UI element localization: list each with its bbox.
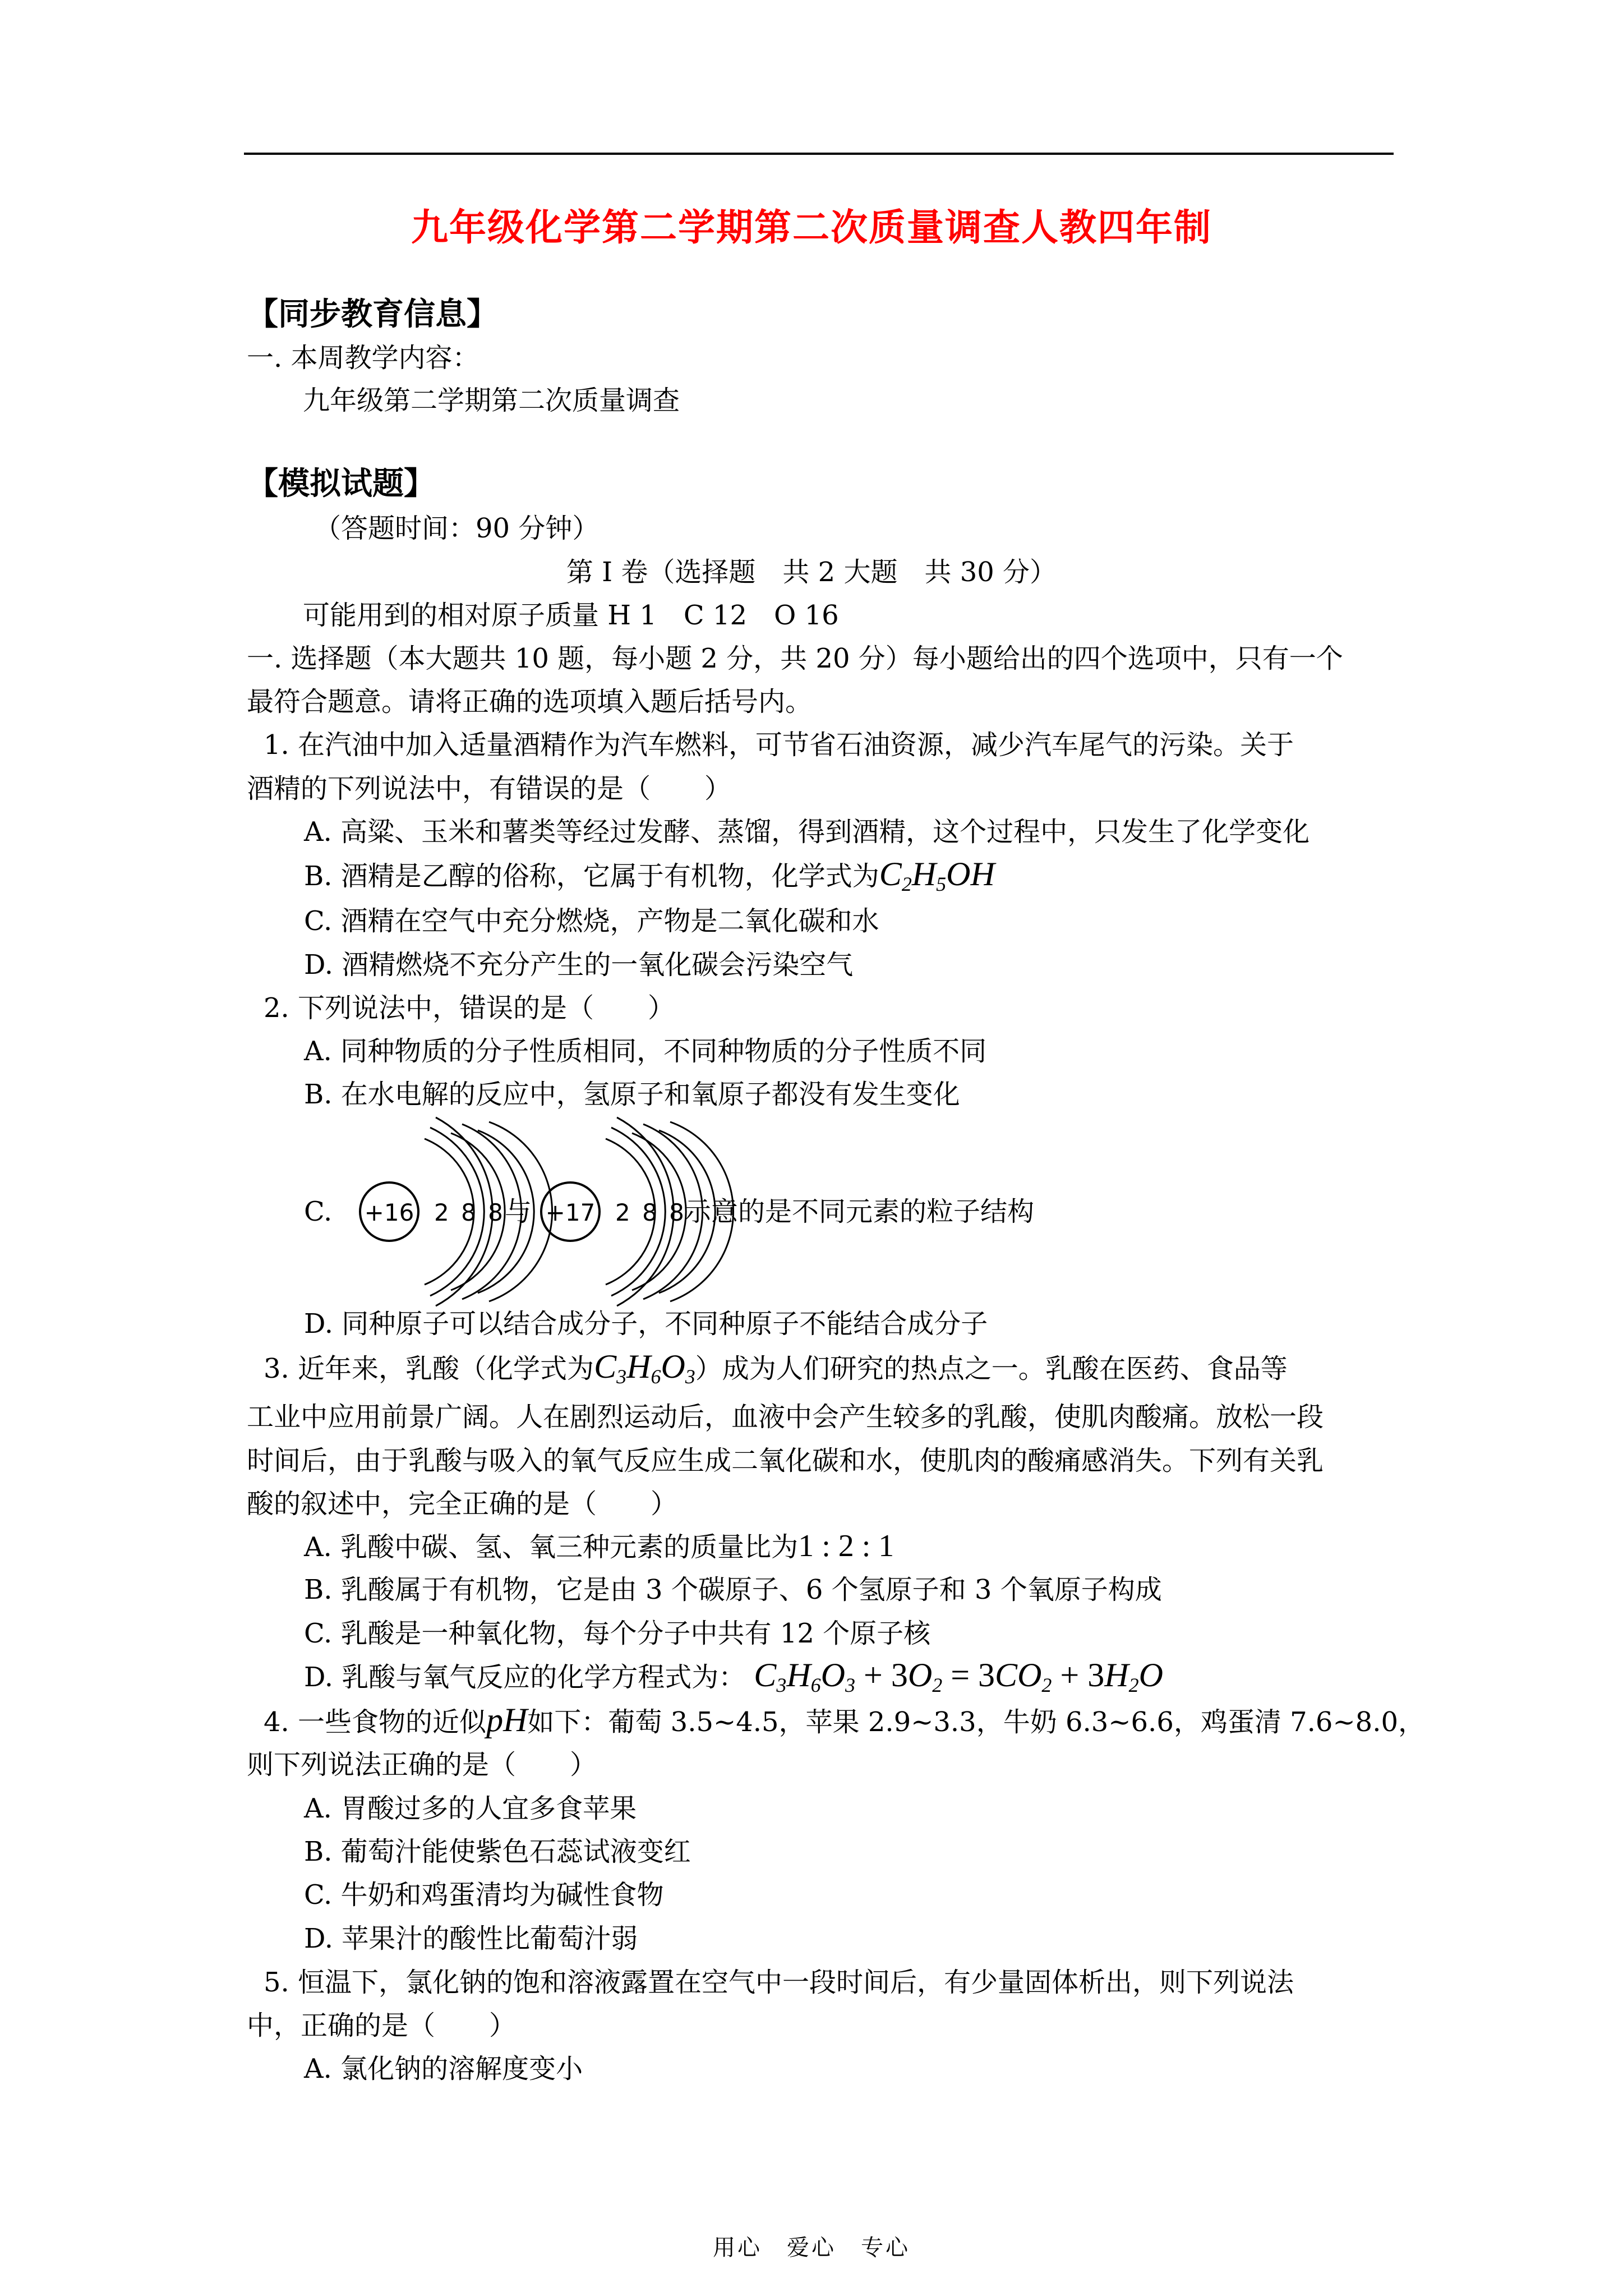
q3-stem-1b: ）成为人们研究的热点之一。乳酸在医药、食品等 [695,1353,1288,1384]
q3-stem-2: 工业中应用前景广阔。人在剧烈运动后，血液中会产生较多的乳酸，使肌肉酸痛。放松一段 [247,1401,1324,1433]
part1-instruction-2: 最符合题意。请将正确的选项填入题后括号内。 [247,686,813,717]
q3-option-c: C. 乳酸是一种氧化物，每个分子中共有 12 个原子核 [304,1618,931,1649]
q3-option-d [304,1658,1163,1702]
ph-symbol: pH [486,1701,528,1738]
q1-option-d: D. 酒精燃烧不充分产生的一氧化碳会污染空气 [304,949,854,981]
q5-stem-2: 中，正确的是（ ） [247,2010,517,2041]
reaction-equation: $C_3H_6O_3 + 3O_2 = 3CO_2 + 3H_2O$ [745,1657,1163,1696]
q3-stem-4: 酸的叙述中，完全正确的是（ ） [247,1488,678,1520]
q2-option-d: D. 同种原子可以结合成分子，不同种原子不能结合成分子 [304,1308,988,1340]
q3-stem-1a: 3. 近年来，乳酸（化学式为 [264,1353,594,1384]
sync-info-heading: 【同步教育信息】 [247,296,498,333]
q1-option-b-text: B. 酒精是乙醇的俗称，它属于有机物，化学式为 [304,861,879,892]
q4-option-a: A. 胃酸过多的人宜多食苹果 [304,1793,637,1824]
q3-stem-1 [264,1350,1288,1393]
answer-time: （答题时间：90 分钟） [314,513,600,544]
q2-option-c-label: C. [304,1196,333,1227]
nucleus-charge-2: +17 [545,1199,596,1226]
week-content: 九年级第二学期第二次质量调查 [303,385,680,416]
q3-option-b: B. 乳酸属于有机物，它是由 3 个碳原子、6 个氢原子和 3 个氧原子构成 [304,1574,1162,1605]
q3-option-d-text: D. 乳酸与氧气反应的化学方程式为： [304,1662,746,1693]
ethanol-formula: $C_2H_5OH$ [879,855,995,895]
q4-option-c: C. 牛奶和鸡蛋清均为碱性食物 [304,1879,664,1911]
q1-option-c: C. 酒精在空气中充分燃烧，产物是二氧化碳和水 [304,905,879,937]
sim-heading: 【模拟试题】 [247,465,435,502]
q2-option-b: B. 在水电解的反应中，氢原子和氧原子都没有发生变化 [304,1079,960,1110]
mass-ratio: 1 : 2 : 1 [798,1529,895,1563]
q4-stem-1b: 如下：葡萄 3.5~4.5，苹果 2.9~3.3，牛奶 6.3~6.6，鸡蛋清 7.6~8.0， [527,1706,1426,1738]
and-text: 与 [505,1196,532,1227]
volume-info: 第 I 卷（选择题 共 2 大题 共 30 分） [566,556,1057,588]
q4-stem-1a: 4. 一些食物的近似 [264,1706,487,1738]
q1-option-a: A. 高粱、玉米和薯类等经过发酵、蒸馏，得到酒精，这个过程中，只发生了化学变化 [304,816,1310,848]
q2-option-c-text: 示意的是不同元素的粒子结构 [684,1196,1035,1227]
q5-option-a: A. 氯化钠的溶解度变小 [304,2053,583,2085]
q2-option-a: A. 同种物质的分子性质相同，不同种物质的分子性质不同 [304,1036,987,1067]
q2-stem: 2. 下列说法中，错误的是（ ） [264,992,675,1024]
q3-option-a [304,1529,894,1564]
q1-stem-1: 1. 在汽油中加入适量酒精作为汽车燃料，可节省石油资源，减少汽车尾气的污染。关于 [264,729,1294,761]
page-footer: 用心 爱心 专心 [713,2235,910,2261]
atomic-mass: 可能用到的相对原子质量 H 1 C 12 O 16 [303,600,839,631]
q4-stem-1 [264,1703,1425,1739]
part1-instruction-1: 一. 选择题（本大题共 10 题，每小题 2 分，共 20 分）每小题给出的四个选项中，只有一个 [247,643,1343,674]
nucleus-charge-1: +16 [364,1199,414,1226]
q4-stem-2: 则下列说法正确的是（ ） [247,1749,597,1780]
shells-2: 2 8 8 [615,1199,686,1226]
shells-1: 2 8 8 [434,1199,505,1226]
q5-stem-1: 5. 恒温下，氯化钠的饱和溶液露置在空气中一段时间后，有少量固体析出，则下列说法 [264,1967,1294,1998]
q3-option-a-text: A. 乳酸中碳、氢、氧三种元素的质量比为 [304,1531,799,1563]
header-rule [244,153,1394,155]
q4-option-b: B. 葡萄汁能使紫色石蕊试液变红 [304,1836,691,1867]
week-label: 一. 本周教学内容： [247,342,479,374]
q3-stem-3: 时间后，由于乳酸与吸入的氧气反应生成二氧化碳和水，使肌肉的酸痛感消失。下列有关乳 [247,1445,1324,1476]
q1-option-b [304,857,995,901]
atom-structure-diagrams [304,1116,1145,1307]
q1-stem-2: 酒精的下列说法中，有错误的是（ ） [247,773,732,804]
q4-option-d: D. 苹果汁的酸性比葡萄汁弱 [304,1923,638,1954]
lactic-acid-formula: $C_3H_6O_3$ [594,1348,695,1388]
page-title: 九年级化学第二学期第二次质量调查人教四年制 [411,205,1212,249]
